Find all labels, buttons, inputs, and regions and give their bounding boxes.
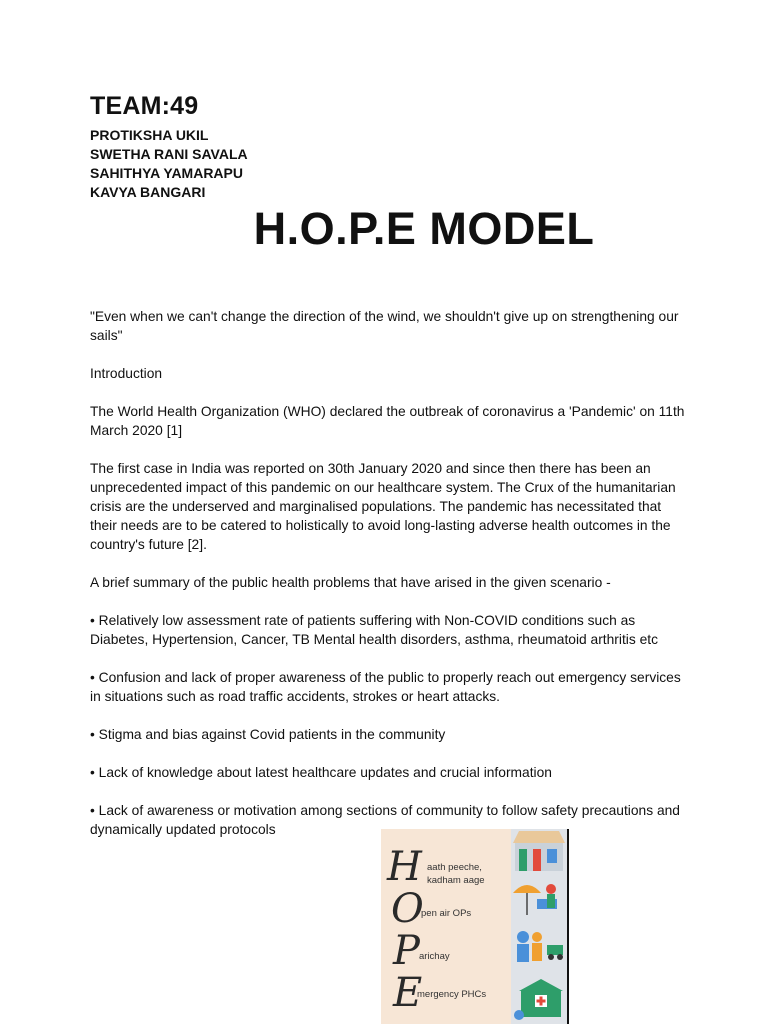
member-name: PROTIKSHA UKIL [90, 127, 209, 143]
team-label: TEAM:49 [90, 92, 199, 120]
member-name: SWETHA RANI SAVALA [90, 146, 248, 162]
e-line: mergency PHCs [417, 989, 487, 1000]
paragraph: The first case in India was reported on 30th January 2020 and since then there has been an unprecedented impact of this pandemic on our healthcare system. The Crux of the humanitarian crisis are the underserved and marginalised populations. The pandemic has necessitated that their needs are to be catered to holistically to avoid long-lasting adverse health outcomes in the country's future [2]. [90, 461, 676, 552]
p-line: arichay [419, 951, 450, 962]
umbrella-clinic-icon [511, 877, 565, 919]
document-title: H.O.P.E MODEL [253, 203, 595, 254]
bullet-item: • Lack of knowledge about latest healthcare updates and crucial information [90, 765, 552, 780]
people-vehicle-icon [513, 927, 565, 967]
bullet-item: • Lack of awareness or motivation among sections of community to follow safety precautions and dynamically updated protocols [90, 803, 680, 837]
member-name: SAHITHYA YAMARAPU [90, 165, 243, 181]
infographic-text-panel [381, 829, 511, 1024]
emergency-phc-icon [513, 977, 565, 1023]
letter-o: O [391, 886, 424, 932]
infographic-icon-panel [511, 829, 567, 1024]
bullet-item: • Relatively low assessment rate of patients suffering with Non-COVID conditions such as Diabetes, Hypertension, Cancer, TB Mental health disorders, asthma, rheumatoid arthritis etc [90, 613, 658, 647]
member-name: KAVYA BANGARI [90, 184, 206, 200]
letter-e: E [393, 970, 423, 1016]
letter-p: P [393, 928, 420, 974]
hope-infographic [381, 829, 569, 1024]
bullet-item: • Stigma and bias against Covid patients in the community [90, 727, 446, 742]
bullet-item: • Confusion and lack of proper awareness of the public to properly reach out emergency services in situations such as road traffic accidents, strokes or heart attacks. [90, 670, 681, 704]
body-text [90, 307, 690, 839]
h-line-2: kadham aage [427, 875, 485, 886]
divider [567, 829, 569, 1024]
letter-h: H [387, 844, 422, 890]
shop-front-icon [513, 831, 565, 873]
paragraph: The World Health Organization (WHO) declared the outbreak of coronavirus a 'Pandemic' on 11th March 2020 [1] [90, 404, 685, 438]
team-members [90, 126, 248, 202]
paragraph: A brief summary of the public health problems that have arised in the given scenario - [90, 575, 611, 590]
section-heading: Introduction [90, 366, 163, 381]
quote-paragraph: "Even when we can't change the direction of the wind, we shouldn't give up on strengthening our sails" [90, 309, 679, 343]
h-line-1: aath peeche, [427, 862, 482, 873]
o-line: pen air OPs [421, 908, 472, 919]
